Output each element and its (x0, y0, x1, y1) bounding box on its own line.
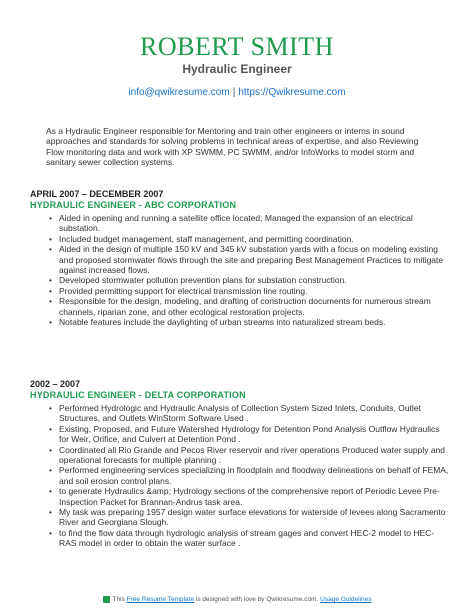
bullet-item: • Aided in the design of multiple 150 kV and 345 kV substation yards with a focus on modeling existing and proposed stormwater flows through the site and preparing Best Management Practices to mitigate against increased flows. (59, 244, 450, 275)
bullet-item: • Performed Hydrologic and Hydraulic Analysis of Collection System Sized Inlets, Conduits, Outlet Structures, and Outlets WinStorm Software Used . (59, 403, 450, 424)
experience-entry-1 (30, 189, 450, 327)
job-dates: APRIL 2007 – DECEMBER 2007 (30, 189, 164, 199)
job-role: HYDRAULIC ENGINEER - ABC CORPORATION (30, 200, 237, 210)
experience-entry-2 (30, 379, 450, 549)
contact-line (0, 87, 474, 98)
candidate-name: ROBERT SMITH (140, 32, 334, 61)
bullet-item: • Included budget management, staff management, and permitting coordination. (59, 234, 450, 244)
bullet-item: • Provided permitting support for electrical transmission line routing. (59, 286, 450, 296)
usage-guidelines-link[interactable]: Usage Guidelines (320, 596, 372, 604)
job-bullets (30, 403, 450, 549)
footer (0, 596, 474, 603)
bullet-item: • Responsible for the design, modeling, and drafting of construction documents for numerous stream channels, riparian zone, and other ecological restoration projects. (59, 296, 450, 317)
website-link[interactable]: https://Qwikresume.com (238, 87, 346, 98)
bullet-item: • Coordinated all Rio Grande and Pecos River reservoir and river operations Produced water supply and operational forecasts for multiple planning . (59, 445, 450, 466)
bullet-item: • to find the flow data through hydrologic analysis of stream gages and convert HEC-2 model to HEC-RAS model in order to obtain the water surface . (59, 528, 450, 549)
bullet-item: • My task was preparing 1957 design water surface elevations for waterside of levees along Sacramento River and Georgiana Slough. (59, 507, 450, 528)
bullet-item: • Aided in opening and running a satellite office located; Managed the expansion of an electrical substation. (59, 213, 450, 234)
job-bullets (30, 213, 450, 327)
bullet-item: • Existing, Proposed, and Future Watershed Hydrology for Detention Pond Analysis Outflow Hydraulics for Weir, Orifice, and Culvert at Detention Pond . (59, 424, 450, 445)
bullet-item: • Notable features include the daylighting of urban streams into naturalized stream beds. (59, 317, 450, 327)
qwikresume-logo-icon (103, 596, 110, 603)
bullet-item: • Performed engineering services specializing in floodplain and floodway delineations on behalf of FEMA, and soil erosion control plans. (59, 465, 450, 486)
job-role: HYDRAULIC ENGINEER - DELTA CORPORATION (30, 390, 246, 400)
bullet-item: • Developed stormwater pollution prevention plans for substation construction. (59, 275, 450, 285)
job-dates: 2002 – 2007 (30, 379, 81, 389)
bullet-item: • to generate Hydraulics &amp; Hydrology sections of the comprehensive report of Periodic Levee Pre-Inspection Packet for Brannan-Andrus task area. (59, 486, 450, 507)
footer-prefix: This (112, 596, 125, 604)
job-title: Hydraulic Engineer (182, 62, 292, 76)
free-template-link[interactable]: Free Resume Template (126, 596, 195, 604)
contact-separator: | (232, 87, 236, 98)
email-link[interactable]: info@qwikresume.com (128, 87, 230, 98)
summary-paragraph: As a Hydraulic Engineer responsible for Mentoring and train other engineers or interns in sound approaches and standards for solving problems in technical areas of expertise, and also Reviewing Flow monitoring data and work with XP SWMM, PC SWMM, and/or InfoWorks to model storm and sanitary sewer collection systems. (46, 126, 419, 168)
footer-middle: is designed with love by Qwikresume.com. (195, 596, 319, 604)
